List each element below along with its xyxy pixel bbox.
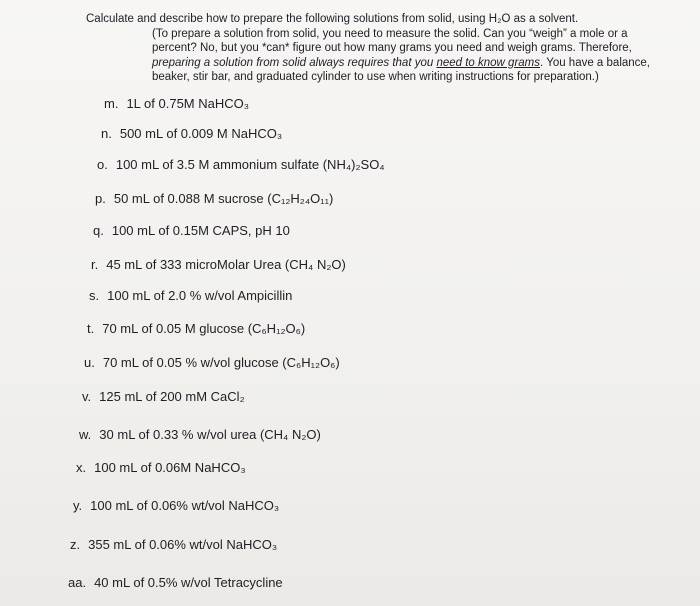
problem-letter: p. [95, 191, 106, 206]
problem-letter: n. [101, 126, 112, 141]
problem-text: 45 mL of 333 microMolar Urea (CH₄ N₂O) [106, 257, 346, 272]
problem-aa [68, 575, 283, 590]
problem-text: 100 mL of 0.06% wt/vol NaHCO₃ [90, 498, 280, 513]
problem-n [101, 126, 282, 141]
problem-w [79, 427, 321, 442]
problem-text: 100 mL of 3.5 M ammonium sulfate (NH₄)₂SO₄ [115, 157, 385, 172]
problem-letter: w. [79, 427, 92, 442]
problem-letter: o. [97, 157, 108, 172]
problem-text: 100 mL of 0.06M NaHCO₃ [94, 460, 246, 475]
problem-u [84, 355, 340, 370]
problem-letter: s. [89, 288, 100, 303]
problem-text: 100 mL of 0.15M CAPS, pH 10 [111, 223, 290, 238]
instructions-line-2: (To prepare a solution from solid, you need to measure the solid. Can you “weigh” a mole or a [152, 27, 628, 40]
problem-y [73, 498, 279, 513]
problem-letter: m. [104, 96, 119, 111]
problem-r [91, 257, 346, 272]
problem-text: 1L of 0.75M NaHCO₃ [126, 96, 250, 111]
problem-v [82, 389, 245, 404]
instructions-line-5: beaker, stir bar, and graduated cylinder to use when writing instructions for preparation.) [152, 71, 599, 83]
problem-text: 30 mL of 0.33 % w/vol urea (CH₄ N₂O) [99, 427, 321, 442]
problem-text: 100 mL of 2.0 % w/vol Ampicillin [107, 288, 293, 303]
problem-text: 70 mL of 0.05 % w/vol glucose (C₆H₁₂O₆) [102, 355, 340, 370]
problem-text: 500 mL of 0.009 M NaHCO₃ [119, 126, 283, 141]
problem-letter: q. [93, 223, 104, 238]
problem-letter: r. [91, 257, 99, 272]
problem-text: 40 mL of 0.5% w/vol Tetracycline [94, 575, 283, 590]
problem-q [93, 223, 290, 238]
problem-letter: u. [84, 355, 95, 370]
instructions-line-1: Calculate and describe how to prepare the following solutions from solid, using H₂O as a solvent. [86, 13, 579, 25]
problem-z [70, 537, 277, 552]
problem-letter: t. [87, 321, 95, 336]
problem-s [89, 288, 292, 303]
problem-letter: x. [76, 460, 87, 475]
problem-text: 70 mL of 0.05 M glucose (C₆H₁₂O₆) [102, 321, 306, 336]
problem-text: 125 mL of 200 mM CaCl₂ [99, 389, 245, 404]
problem-m [104, 96, 249, 111]
problem-o [97, 157, 385, 172]
problem-t [87, 321, 305, 336]
instructions [86, 12, 686, 85]
problem-x [76, 460, 246, 475]
problem-letter: y. [73, 498, 83, 513]
problem-letter: z. [70, 537, 81, 552]
problem-letter: v. [82, 389, 92, 404]
problem-text: 355 mL of 0.06% wt/vol NaHCO₃ [88, 537, 278, 552]
instructions-line-4a: preparing a solution from solid always requires that you [152, 56, 437, 69]
need-to-know-grams: need to know grams [436, 56, 541, 69]
problem-letter: aa. [68, 575, 87, 590]
instructions-line-3: percent? No, but you *can* figure out how many grams you need and weigh grams. Therefore, [152, 42, 632, 54]
problem-text: 50 mL of 0.088 M sucrose (C₁₂H₂₄O₁₁) [113, 191, 334, 206]
instructions-line-4 [86, 56, 686, 71]
instructions-line-4c: . You have a balance, [540, 56, 651, 69]
problem-p [95, 191, 333, 206]
